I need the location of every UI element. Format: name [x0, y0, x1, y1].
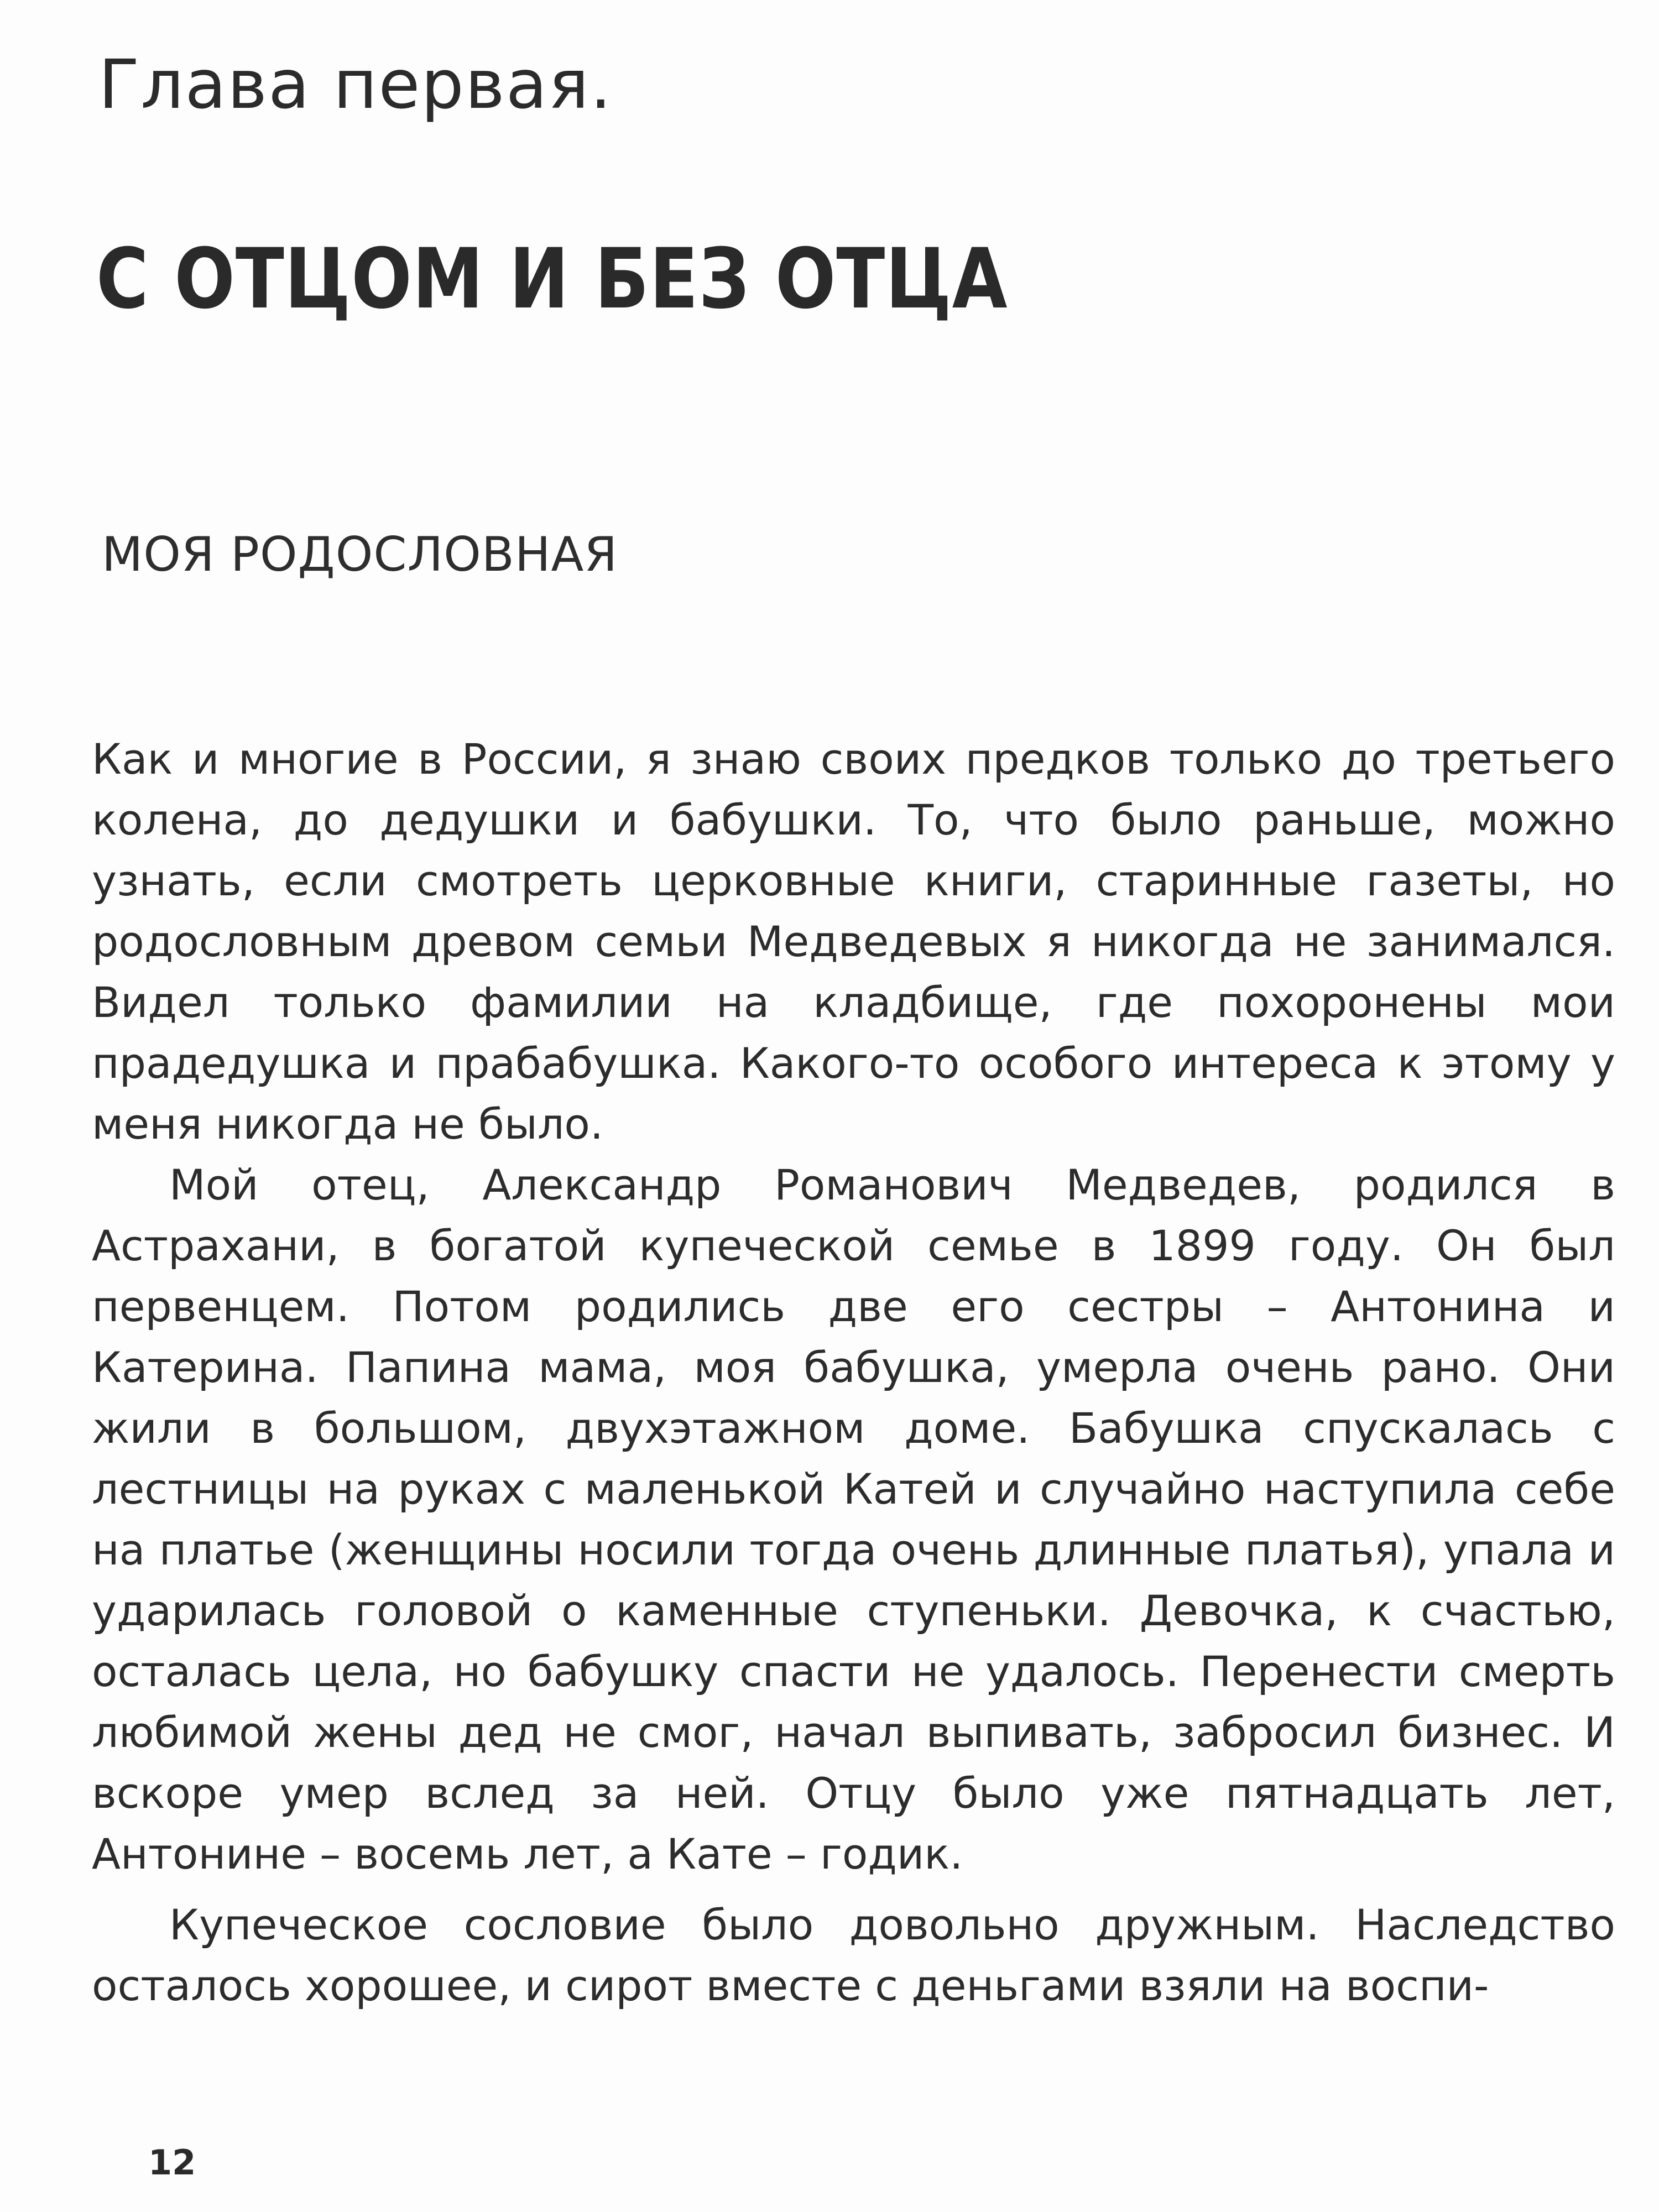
page-number: 12	[148, 2142, 196, 2183]
chapter-label: Глава первая.	[98, 45, 613, 124]
body-text	[92, 729, 1615, 2016]
paragraph-1: Как и многие в России, я знаю своих предков только до третьего колена, до дедушки и бабушки. То, что было раньше, можно узнать, если смотреть церковные книги, старинные газеты, но родословным древом семьи Медведевых я никогда не занимался. Видел только фамилии на кладбище, где похоронены мои прадедушка и прабабушка. Какого-то особого интереса к этому у меня никогда не было.	[92, 734, 1615, 1149]
section-title: МОЯ РОДОСЛОВНАЯ	[102, 527, 618, 582]
chapter-title: С ОТЦОМ И БЕЗ ОТЦА	[96, 231, 1008, 327]
paragraph-3: Купеческое сословие было довольно дружным. Наследство осталось хорошее, и сирот вместе с деньгами взяли на воспи-	[92, 1900, 1615, 2010]
paragraph-2: Мой отец, Александр Романович Медведев, родился в Астрахани, в богатой купеческой семье в 1899 году. Он был первенцем. Потом родились две его сестры – Антонина и Катерина. Папина мама, моя бабушка, умерла очень рано. Они жили в большом, двухэтажном доме. Бабушка спускалась с лестницы на руках с маленькой Катей и случайно наступила себе на платье (женщины носили тогда очень длинные платья), упала и ударилась головой о каменные ступеньки. Девочка, к счастью, осталась цела, но бабушку спасти не удалось. Перенести смерть любимой жены дед не смог, начал выпивать, забросил бизнес. И вскоре умер вслед за ней. Отцу было уже пятнадцать лет, Антонине – восемь лет, а Кате – годик.	[92, 1160, 1615, 1879]
